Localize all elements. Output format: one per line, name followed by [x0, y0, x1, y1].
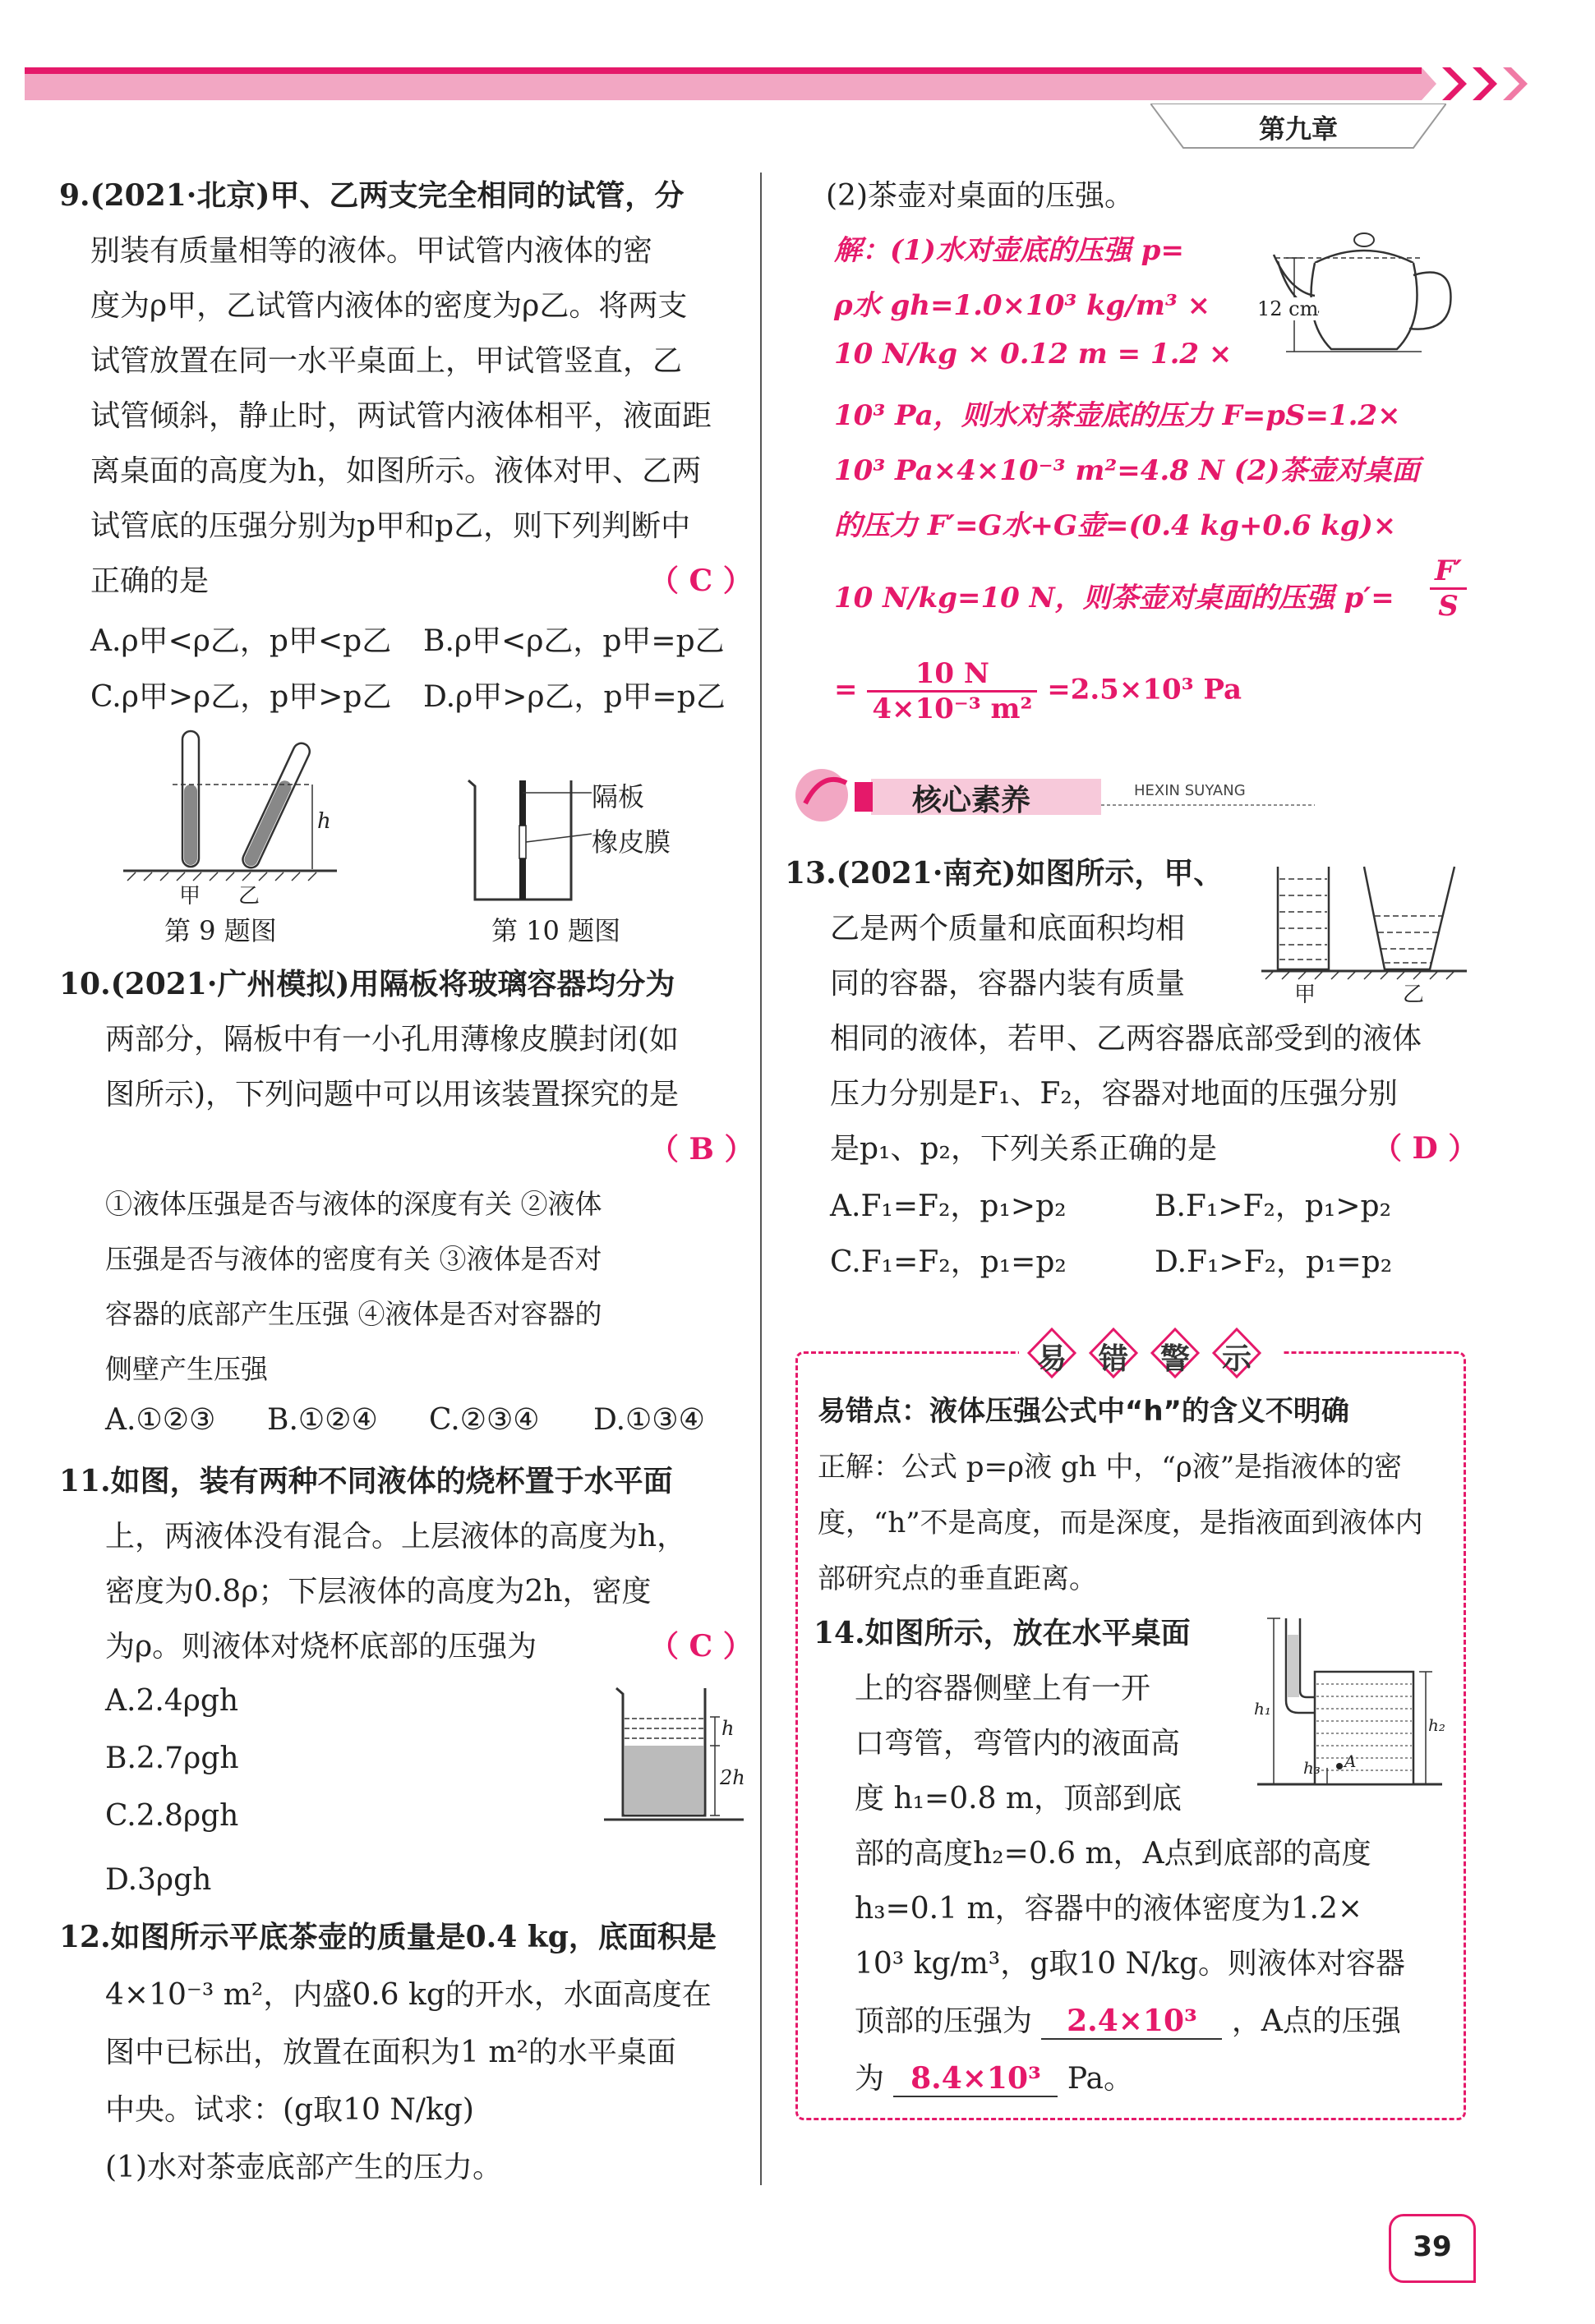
- q9-option-b: B.ρ甲<ρ乙，p甲=p乙: [423, 624, 725, 658]
- q13-line-2: 乙是两个质量和底面积均相: [830, 912, 1186, 946]
- page-number-box: [1389, 2214, 1476, 2283]
- q10-partition-label: 隔板: [592, 781, 645, 812]
- q12-teapot: [1257, 222, 1471, 361]
- warning-explain-2: 度，“h”不是高度，而是深度，是指液面到液体内: [818, 1507, 1423, 1539]
- chapter-title: 第九章: [1258, 113, 1338, 145]
- q12-result: [834, 657, 1242, 725]
- warning-explain-3: 部研究点的垂直距离。: [818, 1562, 1097, 1595]
- q10-caption: 第 10 题图: [491, 915, 621, 946]
- q14-line-4: 度 h₁=0.8 m，顶部到底: [855, 1782, 1182, 1815]
- q12-line-6: (2)茶壶对桌面的压强。: [826, 179, 1134, 213]
- q12-solution-line-3: 10 N/kg × 0.12 m = 1.2 ×: [834, 338, 1233, 370]
- q10-membrane-label: 橡皮膜: [592, 826, 671, 858]
- q13-containers: [1261, 854, 1475, 1010]
- q14-line-2: 上的容器侧壁上有一开: [855, 1672, 1151, 1705]
- q9-line-8: 正确的是: [90, 564, 210, 598]
- q12-line-4: 中央。试求：(g取10 N/kg): [105, 2093, 474, 2127]
- q12-solution-line-6: 的压力 F′=G水+G壶=(0.4 kg+0.6 kg)×: [834, 509, 1397, 542]
- q9-option-c: C.ρ甲>ρ乙，p甲>p乙: [90, 680, 392, 714]
- q11-option-c: C.2.8ρgh: [105, 1799, 239, 1833]
- q12-frac2-num: 10 N: [867, 657, 1037, 693]
- chapter-tab: [1150, 104, 1446, 150]
- q14-line-8: [855, 1998, 1401, 2040]
- q12-result-prefix: =: [834, 673, 858, 706]
- q11-beaker: [600, 1684, 748, 1832]
- q13-line-5: 压力分别是F₁、F₂，容器对地面的压强分别: [830, 1077, 1398, 1111]
- q10-option-c: C.②③④: [429, 1403, 540, 1437]
- q10-item-line-3: 容器的底部产生压强 ④液体是否对容器的: [105, 1298, 602, 1330]
- q13-line-1: 13.(2021·南充)如图所示，甲、: [785, 856, 1224, 890]
- q14-line-5: 部的高度h₂=0.6 m，A点到底部的高度: [855, 1837, 1371, 1871]
- q13-line-4: 相同的液体，若甲、乙两容器底部受到的液体: [830, 1022, 1422, 1056]
- q11-option-b: B.2.7ρgh: [105, 1742, 239, 1775]
- q9-figure: [123, 723, 337, 912]
- q13-option-c: C.F₁=F₂，p₁=p₂: [830, 1245, 1067, 1279]
- q10-line-3: 图所示)，下列问题中可以用该装置探究的是: [105, 1078, 680, 1111]
- q9-line-1: 9.(2021·北京)甲、乙两支完全相同的试管，分: [59, 178, 685, 213]
- q12-line-5: (1)水对茶壶底部产生的压力。: [105, 2151, 502, 2184]
- q14-text-top: 顶部的压强为: [855, 2004, 1033, 2038]
- q9-label-jia: 甲: [179, 884, 201, 909]
- q14-figure: [1249, 1610, 1446, 1799]
- q13-label-yi: 乙: [1403, 983, 1425, 1007]
- column-divider: [760, 173, 762, 2185]
- q12-line-1: 12.如图所示平底茶壶的质量是0.4 kg，底面积是: [59, 1920, 717, 1954]
- q12-frac1-den: S: [1438, 590, 1459, 623]
- header-band-graphic: [25, 64, 1570, 104]
- q13-label-jia: 甲: [1294, 983, 1316, 1007]
- warning-point: 易错点：液体压强公式中“h”的含义不明确: [818, 1395, 1349, 1428]
- q10-item-line-4: 侧壁产生压强: [105, 1353, 268, 1385]
- q12-solution-line-4: 10³ Pa，则水对茶壶底的压力 F=pS=1.2×: [834, 399, 1401, 432]
- q12-frac2-den: 4×10⁻³ m²: [872, 693, 1033, 725]
- q14-blank-2: 8.4×10³: [893, 2061, 1058, 2097]
- q12-line-3: 图中已标出，放置在面积为1 m²的水平桌面: [105, 2036, 676, 2069]
- q10-figure: [460, 776, 723, 908]
- q11-line-3: 密度为0.8ρ；下层液体的高度为2h，密度: [105, 1575, 652, 1608]
- q10-item-line-2: 压强是否与液体的密度有关 ③液体是否对: [105, 1243, 602, 1275]
- q12-line-2: 4×10⁻³ m²，内盛0.6 kg的开水，水面高度在: [105, 1978, 712, 2012]
- q12-teapot-figure: [1257, 222, 1471, 361]
- section-pinyin: HEXIN SUYANG: [1134, 782, 1246, 799]
- q12-frac1-num: F′: [1430, 555, 1467, 590]
- q12-height-label: 12 cm: [1257, 297, 1319, 320]
- q11-h-label: h: [721, 1717, 735, 1740]
- q12-solution-line-5: 10³ Pa×4×10⁻³ m²=4.8 N (2)茶壶对桌面: [834, 454, 1420, 487]
- q9-line-3: 度为ρ甲，乙试管内液体的密度为ρ乙。将两支: [90, 289, 688, 323]
- q13-option-b: B.F₁>F₂，p₁>p₂: [1155, 1190, 1391, 1223]
- section-title: 核心素养: [912, 784, 1031, 817]
- q11-2h-label: 2h: [720, 1766, 745, 1789]
- q9-line-6: 离桌面的高度为h，如图所示。液体对甲、乙两: [90, 454, 702, 488]
- q9-option-d: D.ρ甲>ρ乙，p甲=p乙: [423, 680, 726, 714]
- warning-char-1: 易: [1037, 1341, 1067, 1376]
- q14-h2-label: h₂: [1428, 1715, 1445, 1735]
- q11-line-2: 上，两液体没有混合。上层液体的高度为h，: [105, 1520, 687, 1553]
- q14-a-label: A: [1344, 1751, 1357, 1771]
- q10-answer: （ B ）: [649, 1132, 754, 1167]
- q13-option-a: A.F₁=F₂，p₁>p₂: [830, 1190, 1067, 1223]
- q10-item-line-1: ①液体压强是否与液体的深度有关 ②液体: [105, 1188, 602, 1220]
- q10-beaker: [460, 776, 600, 908]
- q13-figure: [1261, 854, 1475, 1010]
- header-band: [25, 64, 1570, 104]
- q12-frac1: [1430, 555, 1467, 623]
- q14-h3-label: h₃: [1303, 1758, 1321, 1778]
- q11-option-d: D.3ρgh: [105, 1863, 212, 1897]
- q10-option-a: A.①②③: [105, 1403, 216, 1437]
- q14-line-9: [855, 2055, 1133, 2097]
- q9-option-a: A.ρ甲<ρ乙，p甲<p乙: [90, 624, 392, 658]
- section-header: [789, 762, 1364, 828]
- q12-result-suffix: =2.5×10³ Pa: [1047, 673, 1242, 706]
- q12-solution-line-2: ρ水 gh=1.0×10³ kg/m³ ×: [834, 289, 1211, 322]
- q14-blank-1: 2.4×10³: [1041, 2004, 1222, 2040]
- q9-test-tubes: [123, 723, 337, 912]
- q10-option-d: D.①③④: [593, 1403, 705, 1437]
- q14-line-7: 10³ kg/m³，g取10 N/kg。则液体对容器: [855, 1947, 1406, 1981]
- warning-char-3: 警: [1160, 1341, 1191, 1376]
- warning-explain-1: 正解：公式 p=ρ液 gh 中，“ρ液”是指液体的密: [818, 1451, 1403, 1484]
- q9-line-4: 试管放置在同一水平桌面上，甲试管竖直，乙: [90, 344, 683, 378]
- q9-caption: 第 9 题图: [164, 915, 277, 946]
- q11-line-4: 为ρ。则液体对烧杯底部的压强为: [105, 1630, 537, 1664]
- section-header-graphic: [789, 762, 1364, 828]
- q14-text-wei: 为: [855, 2062, 885, 2096]
- q10-option-b: B.①②④: [267, 1403, 378, 1437]
- q11-figure: [600, 1684, 748, 1832]
- q14-text-a: ，A点的压强: [1231, 2004, 1401, 2038]
- q14-h1-label: h₁: [1254, 1699, 1271, 1719]
- q14-line-6: h₃=0.1 m，容器中的液体密度为1.2×: [855, 1892, 1363, 1926]
- q9-h-label: h: [317, 809, 331, 834]
- q11-option-a: A.2.4ρgh: [105, 1684, 239, 1718]
- q12-solution-line-1: 解：(1)水对壶底的压强 p=: [834, 234, 1184, 267]
- q9-line-2: 别装有质量相等的液体。甲试管内液体的密: [90, 234, 653, 268]
- q14-line-3: 口弯管，弯管内的液面高: [855, 1727, 1181, 1760]
- q9-line-7: 试管底的压强分别为p甲和p乙，则下列判断中: [90, 509, 691, 543]
- q10-line-1: 10.(2021·广州模拟)用隔板将玻璃容器均分为: [59, 967, 675, 1001]
- q14-text-pa: Pa。: [1067, 2062, 1133, 2096]
- q14-line-1: 14.如图所示，放在水平桌面: [814, 1616, 1191, 1650]
- q11-line-1: 11.如图，装有两种不同液体的烧杯置于水平面: [59, 1464, 673, 1498]
- q9-line-5: 试管倾斜，静止时，两试管内液体相平，液面距: [90, 399, 712, 433]
- page-number: 39: [1413, 2230, 1452, 2263]
- q13-option-d: D.F₁>F₂，p₁=p₂: [1155, 1245, 1393, 1279]
- q13-line-6: 是p₁、p₂，下列关系正确的是: [830, 1132, 1217, 1166]
- q10-line-2: 两部分，隔板中有一小孔用薄橡皮膜封闭(如: [105, 1023, 680, 1056]
- q9-label-yi: 乙: [238, 884, 260, 909]
- q13-line-3: 同的容器，容器内装有质量: [830, 967, 1186, 1001]
- warning-title: [1019, 1324, 1282, 1382]
- q13-answer: （ D ）: [1372, 1131, 1478, 1166]
- q12-solution-line-7: 10 N/kg=10 N，则茶壶对桌面的压强 p′=: [834, 582, 1394, 614]
- warning-char-4: 示: [1222, 1341, 1252, 1376]
- q9-answer: （ C ）: [649, 564, 753, 598]
- q11-answer: （ C ）: [649, 1629, 753, 1664]
- warning-char-2: 错: [1099, 1341, 1129, 1376]
